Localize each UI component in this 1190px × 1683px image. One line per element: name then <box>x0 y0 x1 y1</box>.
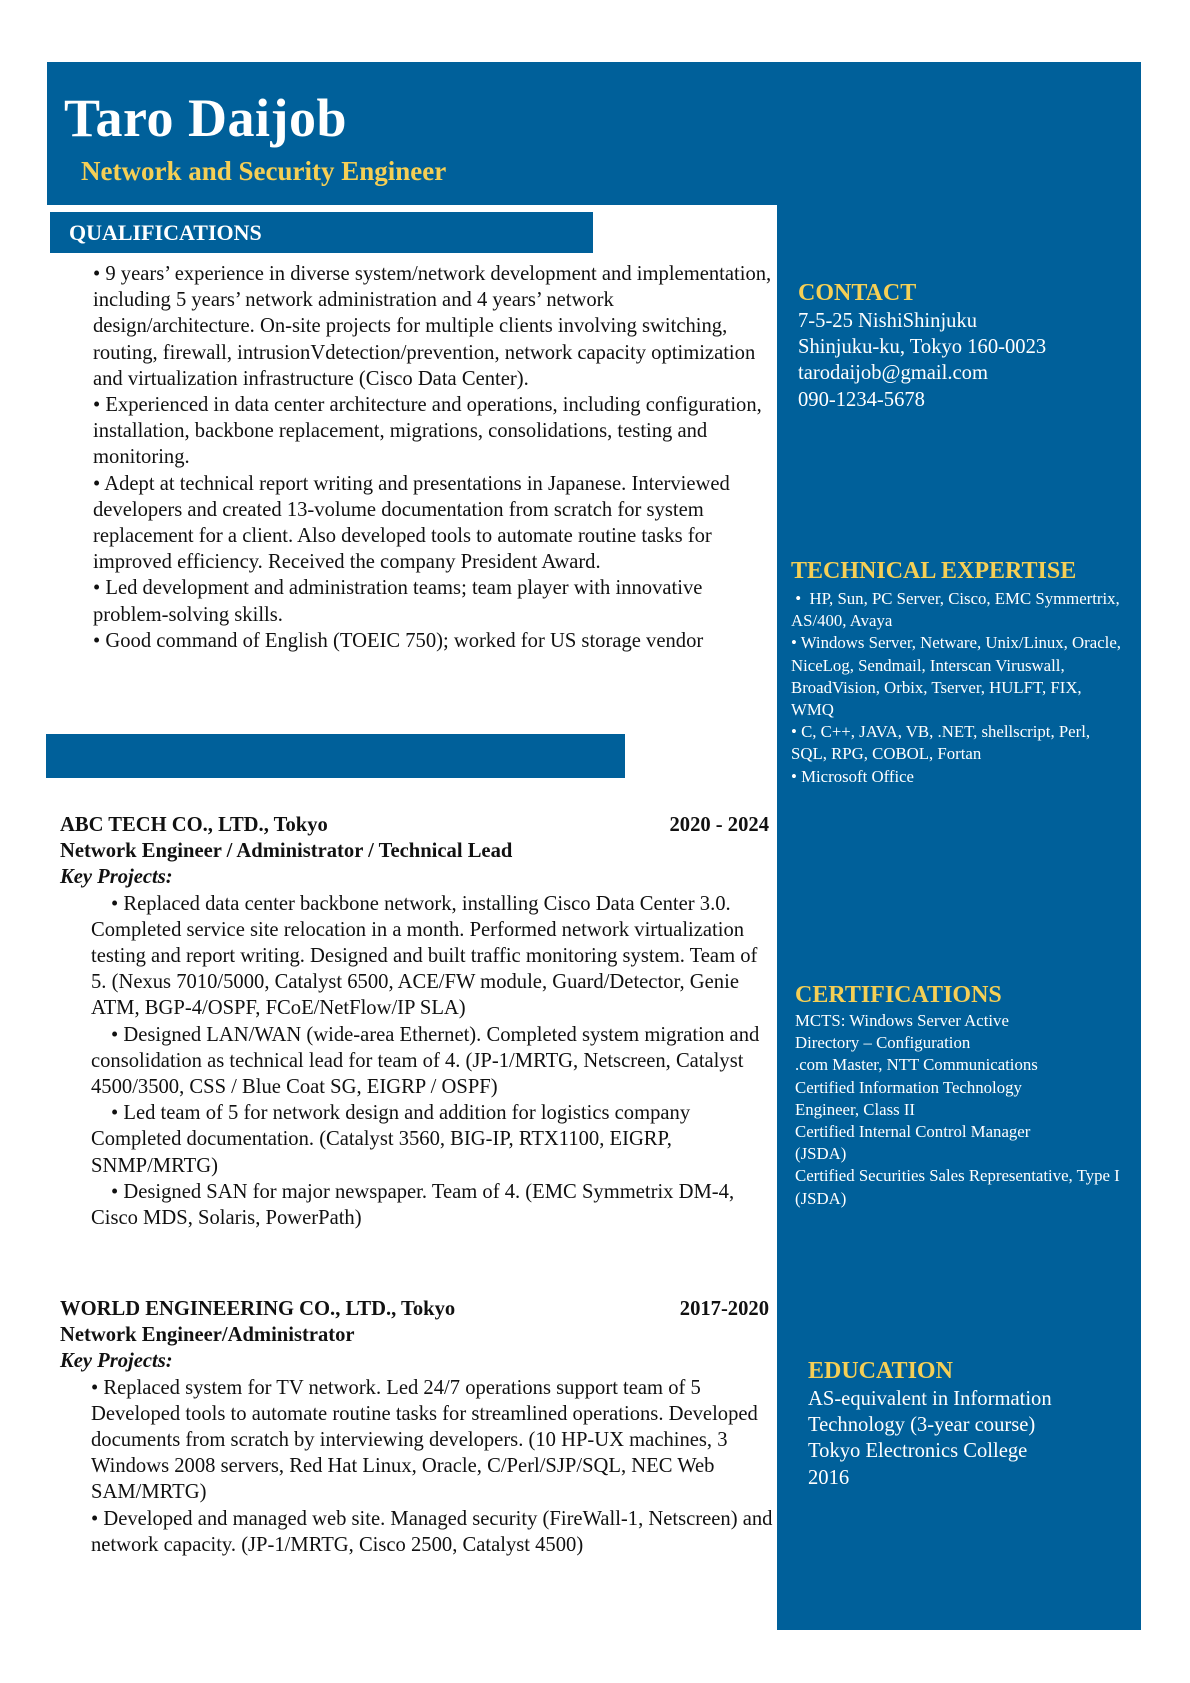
education-degree: AS-equivalent in Information <box>808 1388 1052 1410</box>
company-name: WORLD ENGINEERING CO., LTD., Tokyo <box>60 1298 456 1320</box>
job-entry <box>60 812 769 1231</box>
job-dates: 2017-2020 <box>679 1298 769 1320</box>
technical-item: • HP, Sun, PC Server, Cisco, EMC Symmertrix, AS/400, Avaya <box>791 589 1124 631</box>
contact-address-1: 7-5-25 NishiShinjuku <box>798 310 978 332</box>
project-item: • Replaced data center backbone network, installing Cisco Data Center 3.0. Completed service site relocation in a month. Performed network virtualization testing and report writing. Designed and built traffic monitoring system. Team of 5. (Nexus 7010/5000, Catalyst 6500, ACE/FW module, Guard/Detector, Genie ATM, BGP-4/OSPF, FCoE/NetFlow/IP SLA) <box>91 892 758 1020</box>
job-title: Network and Security Engineer <box>81 156 447 186</box>
key-projects-label: Key Projects: <box>60 1350 173 1373</box>
contact-section <box>798 278 1128 413</box>
certification-item: MCTS: Windows Server Active Directory – Configuration <box>795 1011 1009 1053</box>
certification-item: Certified Information Technology Engineer, Class II <box>795 1077 1022 1119</box>
project-item: • Replaced system for TV network. Led 24/7 operations support team of 5 Developed tools to automate routine tasks for streamlined operations. Developed documents from scratch by interviewing developers. (10 HP-UX machines, 3 Windows 2008 servers, Red Hat Linux, Oracle, C/Perl/SJP/SQL, NEC Web SAM/MRTG) <box>91 1376 758 1504</box>
contact-heading: CONTACT <box>798 280 917 306</box>
qualification-item: • Experienced in data center architecture and operations, including configuration, installation, backbone replacement, migrations, consolidations, testing and monitoring. <box>93 394 762 469</box>
project-item: • Designed LAN/WAN (wide-area Ethernet). Completed system migration and consolidation as technical lead for team of 4. (JP-1/MRTG, Netscreen, Catalyst 4500/3500, CSS / Blue Coat SG, EIGRP / OSPF) <box>91 1023 760 1099</box>
technical-item: • C, C++, JAVA, VB, .NET, shellscript, Perl, SQL, RPG, COBOL, Fortan <box>791 722 1091 764</box>
project-item: • Developed and managed web site. Managed security (FireWall-1, Netscreen) and network capacity. (JP-1/MRTG, Cisco 2500, Catalyst 4500) <box>91 1507 773 1556</box>
company-name: ABC TECH CO., LTD., Tokyo <box>60 814 328 836</box>
contact-address-2: Shinjuku-ku, Tokyo 160-0023 <box>798 336 1047 359</box>
technical-section <box>791 556 1126 788</box>
education-heading: EDUCATION <box>808 1358 953 1384</box>
certification-item: Certified Internal Control Manager (JSDA) <box>795 1122 1031 1164</box>
project-item: • Led team of 5 for network design and addition for logistics company Completed documentation. (Catalyst 3560, BIG-IP, RTX1100, EIGRP, SNMP/MRTG) <box>91 1102 691 1177</box>
qualification-item: • 9 years’ experience in diverse system/network development and implementation, including 5 years’ network administration and 4 years’ network design/architecture. On-site projects for multiple clients involving switching, routing, firewall, intrusionVdetection/prevention, network capacity optimization and virtualization infrastructure (Cisco Data Center). <box>93 263 772 390</box>
education-school: Tokyo Electronics College <box>808 1440 1028 1463</box>
certification-item: .com Master, NTT Communications <box>795 1055 1038 1075</box>
certification-item: Certified Securities Sales Representative, Type I (JSDA) <box>795 1166 1120 1208</box>
technical-heading: TECHNICAL EXPERTISE <box>791 558 1077 584</box>
education-year: 2016 <box>808 1466 850 1489</box>
technical-item: • Windows Server, Netware, Unix/Linux, Oracle, NiceLog, Sendmail, Interscan Viruswall, BroadVision, Orbix, Tserver, HULFT, FIX, WMQ <box>791 633 1121 720</box>
education-section <box>808 1356 1128 1491</box>
qualification-item: • Adept at technical report writing and presentations in Japanese. Interviewed developers and created 13-volume documentation from scratch for system replacement for a client. Also developed tools to automate routine tasks for improved efficiency. Received the company President Award. <box>93 472 730 574</box>
key-projects-label: Key Projects: <box>60 866 173 889</box>
job-dates: 2020 - 2024 <box>669 814 769 836</box>
candidate-name: Taro Daijob <box>64 88 348 148</box>
qualifications-heading: QUALIFICATIONS <box>69 220 262 245</box>
job-entry <box>60 1296 773 1558</box>
contact-phone: 090-1234-5678 <box>798 388 925 411</box>
job-role: Network Engineer / Administrator / Technical Lead <box>60 840 513 863</box>
job-role: Network Engineer/Administrator <box>60 1324 355 1347</box>
project-item: • Designed SAN for major newspaper. Team of 4. (EMC Symmetrix DM-4, Cisco MDS, Solaris, PowerPath) <box>91 1180 735 1230</box>
qualification-item: • Led development and administration teams; team player with innovative problem-solving skills. <box>93 577 703 626</box>
experience-heading-bar <box>46 734 625 778</box>
technical-item: • Microsoft Office <box>791 766 914 786</box>
certifications-heading: CERTIFICATIONS <box>795 982 1002 1008</box>
qualifications-list <box>93 261 773 654</box>
qualification-item: • Good command of English (TOEIC 750); worked for US storage vendor <box>93 629 704 652</box>
contact-email: tarodaijob@gmail.com <box>798 362 988 385</box>
certifications-section <box>795 980 1125 1210</box>
education-program: Technology (3-year course) <box>808 1414 1036 1437</box>
